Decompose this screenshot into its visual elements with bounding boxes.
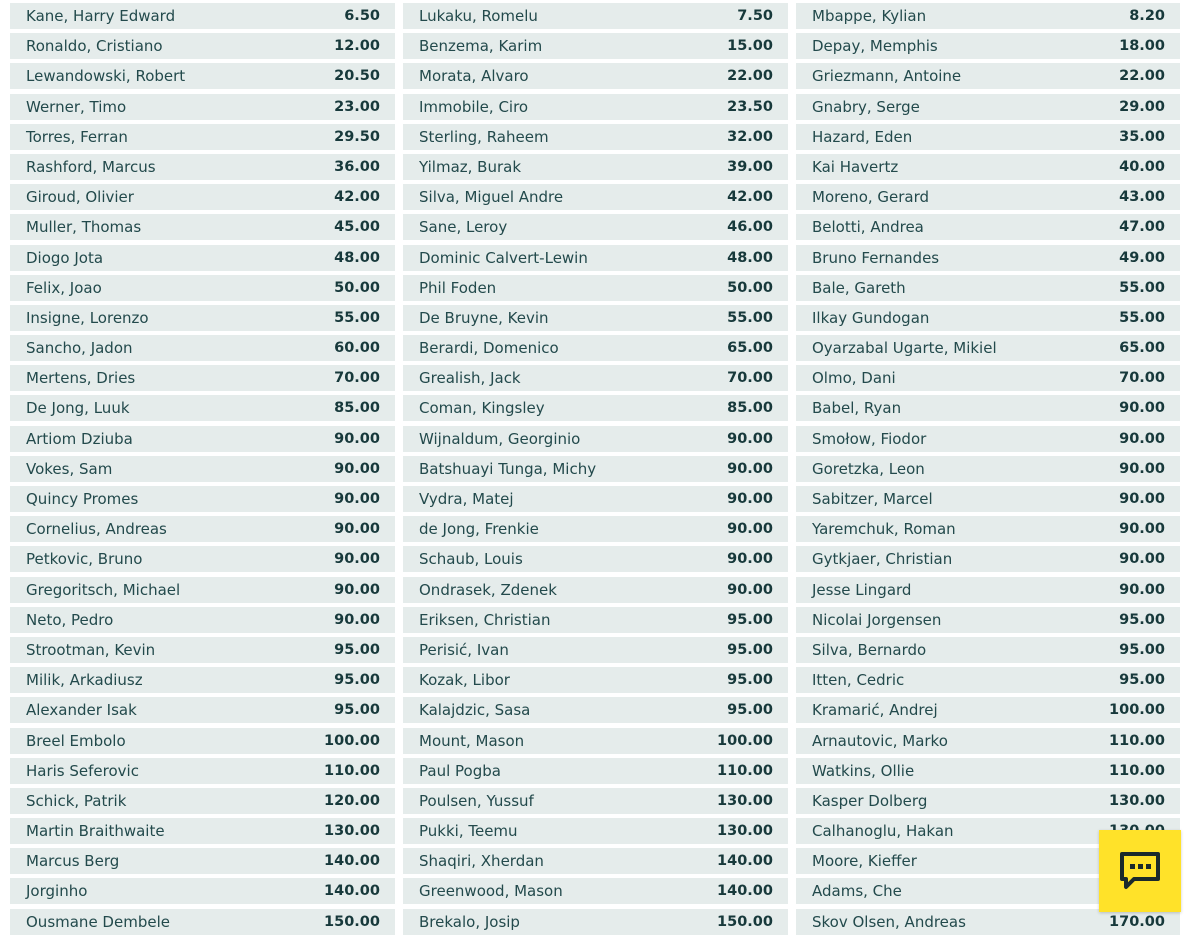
odds-value: 70.00 [727,370,773,387]
odds-value: 39.00 [727,158,773,175]
odds-value: 45.00 [334,219,380,236]
odds-value: 90.00 [1119,460,1165,477]
odds-value: 95.00 [1119,611,1165,628]
odds-value: 47.00 [1119,219,1165,236]
odds-value: 110.00 [324,762,380,779]
player-name: Martin Braithwaite [26,822,165,841]
odds-row[interactable] [796,154,1180,180]
player-name: Rashford, Marcus [26,157,156,176]
odds-row[interactable] [403,758,788,784]
player-name: Petkovic, Bruno [26,550,143,569]
odds-value: 55.00 [727,309,773,326]
odds-row[interactable] [796,788,1180,814]
player-name: Paul Pogba [419,761,501,780]
odds-row[interactable] [403,516,788,542]
player-name: Torres, Ferran [26,127,128,146]
odds-value: 22.00 [727,68,773,85]
player-name: Silva, Bernardo [812,640,927,659]
player-name: Felix, Joao [26,278,102,297]
odds-column-1 [10,0,395,939]
player-name: Immobile, Ciro [419,97,529,116]
odds-value: 36.00 [334,158,380,175]
odds-row[interactable] [796,335,1180,361]
odds-row[interactable] [403,546,788,572]
player-name: Sancho, Jadon [26,339,133,358]
player-name: Silva, Miguel Andre [419,188,564,207]
odds-value: 90.00 [334,581,380,598]
player-name: Wijnaldum, Georginio [419,429,581,448]
odds-value: 130.00 [1109,792,1165,809]
odds-row[interactable] [10,154,395,180]
odds-value: 130.00 [324,823,380,840]
player-name: Phil Foden [419,278,497,297]
odds-row[interactable] [796,395,1180,421]
player-name: Schick, Patrik [26,791,127,810]
player-name: Kozak, Libor [419,671,510,690]
odds-row[interactable] [10,305,395,331]
odds-row[interactable] [403,426,788,452]
player-name: Vokes, Sam [26,459,113,478]
player-name: Kai Havertz [812,157,899,176]
player-name: Pukki, Teemu [419,822,518,841]
odds-value: 50.00 [727,279,773,296]
odds-row[interactable] [10,33,395,59]
player-name: Griezmann, Antoine [812,67,962,86]
odds-value: 35.00 [1119,128,1165,145]
player-name: Mount, Mason [419,731,525,750]
player-name: Calhanoglu, Hakan [812,822,954,841]
odds-value: 29.50 [334,128,380,145]
player-name: Poulsen, Yussuf [419,791,534,810]
player-name: Muller, Thomas [26,218,142,237]
player-name: Ondrasek, Zdenek [419,580,557,599]
player-name: Coman, Kingsley [419,399,545,418]
player-name: Olmo, Dani [812,369,896,388]
odds-row[interactable] [10,63,395,89]
player-name: Eriksen, Christian [419,610,551,629]
odds-row[interactable] [10,3,395,29]
odds-row[interactable] [403,184,788,210]
odds-row[interactable] [796,214,1180,240]
odds-row[interactable] [10,486,395,512]
odds-value: 90.00 [727,551,773,568]
player-name: Gytkjaer, Christian [812,550,953,569]
player-name: Ilkay Gundogan [812,308,930,327]
odds-row[interactable] [10,214,395,240]
player-name: De Bruyne, Kevin [419,308,549,327]
odds-value: 100.00 [324,732,380,749]
player-name: Skov Olsen, Andreas [812,912,966,931]
odds-row[interactable] [403,848,788,874]
odds-row[interactable] [10,818,395,844]
odds-value: 15.00 [727,38,773,55]
odds-row[interactable] [403,63,788,89]
player-name: Smołow, Fiodor [812,429,927,448]
odds-row[interactable] [10,728,395,754]
odds-row[interactable] [796,305,1180,331]
odds-value: 12.00 [334,38,380,55]
odds-value: 170.00 [1109,913,1165,930]
odds-row[interactable] [10,335,395,361]
odds-column-3 [796,0,1180,939]
odds-value: 90.00 [334,551,380,568]
player-name: Yaremchuk, Roman [812,520,956,539]
odds-value: 95.00 [334,672,380,689]
odds-row[interactable] [796,667,1180,693]
odds-row[interactable] [403,728,788,754]
player-name: Perisić, Ivan [419,640,509,659]
odds-value: 150.00 [324,913,380,930]
odds-row[interactable] [796,637,1180,663]
player-name: Belotti, Andrea [812,218,924,237]
odds-row[interactable] [403,607,788,633]
odds-value: 150.00 [717,913,773,930]
odds-value: 90.00 [1119,400,1165,417]
player-name: Goretzka, Leon [812,459,925,478]
odds-value: 6.50 [344,8,380,24]
odds-row[interactable] [403,214,788,240]
odds-row[interactable] [10,848,395,874]
player-name: Adams, Che [812,882,902,901]
odds-row[interactable] [403,818,788,844]
odds-value: 43.00 [1119,189,1165,206]
odds-value: 95.00 [334,641,380,658]
odds-row[interactable] [10,426,395,452]
odds-value: 85.00 [727,400,773,417]
odds-row[interactable] [10,909,395,935]
odds-row[interactable] [10,758,395,784]
odds-row[interactable] [796,697,1180,723]
odds-value: 23.50 [727,98,773,115]
player-name: Berardi, Domenico [419,339,559,358]
player-name: Sabitzer, Marcel [812,490,933,508]
odds-row[interactable] [403,335,788,361]
odds-row[interactable] [10,577,395,603]
odds-row[interactable] [796,33,1180,59]
odds-row[interactable] [796,245,1180,271]
odds-row[interactable] [403,486,788,512]
odds-row[interactable] [10,94,395,120]
odds-value: 95.00 [727,641,773,658]
odds-row[interactable] [10,546,395,572]
odds-row[interactable] [10,184,395,210]
odds-row[interactable] [403,395,788,421]
odds-value: 90.00 [334,491,380,507]
odds-value: 22.00 [1119,68,1165,85]
odds-row[interactable] [796,607,1180,633]
odds-row[interactable] [796,94,1180,120]
player-name: Dominic Calvert-Lewin [419,248,588,267]
odds-row[interactable] [403,365,788,391]
odds-row[interactable] [403,667,788,693]
chat-button[interactable] [1099,830,1181,912]
odds-row[interactable] [403,456,788,482]
odds-value: 48.00 [727,249,773,266]
odds-value: 90.00 [1119,581,1165,598]
odds-row[interactable] [796,184,1180,210]
odds-row[interactable] [403,245,788,271]
player-name: Gregoritsch, Michael [26,580,181,599]
odds-row[interactable] [796,758,1180,784]
odds-row[interactable] [10,667,395,693]
odds-value: 60.00 [334,340,380,357]
odds-row[interactable] [796,909,1180,935]
odds-value: 70.00 [1119,370,1165,387]
odds-row[interactable] [10,516,395,542]
odds-row[interactable] [10,637,395,663]
odds-value: 95.00 [334,702,380,719]
odds-row[interactable] [796,3,1180,29]
player-name: Vydra, Matej [419,490,514,508]
player-name: Bruno Fernandes [812,248,940,267]
odds-value: 95.00 [727,672,773,689]
odds-row[interactable] [10,607,395,633]
odds-value: 90.00 [727,581,773,598]
odds-value: 90.00 [334,460,380,477]
odds-value: 110.00 [717,762,773,779]
player-name: Arnautovic, Marko [812,731,948,750]
player-name: Jesse Lingard [812,580,912,599]
odds-value: 7.50 [737,8,773,24]
player-name: Brekalo, Josip [419,912,520,931]
odds-value: 90.00 [334,430,380,447]
odds-value: 55.00 [1119,309,1165,326]
odds-value: 140.00 [324,853,380,870]
odds-value: 18.00 [1119,38,1165,55]
player-name: Hazard, Eden [812,127,913,146]
player-name: Benzema, Karim [419,37,543,56]
player-name: Oyarzabal Ugarte, Mikiel [812,339,997,358]
player-name: Kane, Harry Edward [26,7,176,25]
odds-value: 90.00 [727,491,773,507]
player-name: Kasper Dolberg [812,791,928,810]
odds-row[interactable] [403,154,788,180]
odds-row[interactable] [796,486,1180,512]
player-name: Schaub, Louis [419,550,523,569]
odds-value: 90.00 [334,611,380,628]
odds-row[interactable] [403,878,788,904]
odds-value: 95.00 [727,611,773,628]
odds-value: 120.00 [324,792,380,809]
odds-row[interactable] [796,456,1180,482]
odds-row[interactable] [796,516,1180,542]
player-name: Mertens, Dries [26,369,136,388]
player-name: Shaqiri, Xherdan [419,852,544,871]
odds-row[interactable] [796,728,1180,754]
player-name: Diogo Jota [26,248,104,267]
odds-value: 140.00 [717,853,773,870]
player-name: Artiom Dziuba [26,429,133,448]
odds-value: 110.00 [1109,762,1165,779]
odds-value: 65.00 [727,340,773,357]
odds-row[interactable] [10,365,395,391]
odds-value: 55.00 [1119,279,1165,296]
player-name: Insigne, Lorenzo [26,308,149,327]
odds-value: 140.00 [717,883,773,900]
player-name: Breel Embolo [26,731,126,750]
player-name: Nicolai Jorgensen [812,610,942,629]
odds-row[interactable] [10,245,395,271]
odds-row[interactable] [796,365,1180,391]
player-name: Strootman, Kevin [26,640,156,659]
odds-value: 90.00 [727,521,773,538]
player-name: Moreno, Gerard [812,188,930,207]
player-name: Haris Seferovic [26,761,139,780]
odds-row[interactable] [10,275,395,301]
odds-row[interactable] [403,94,788,120]
odds-row[interactable] [403,788,788,814]
player-name: Moore, Kieffer [812,852,917,871]
odds-value: 40.00 [1119,158,1165,175]
odds-value: 90.00 [727,460,773,477]
odds-row[interactable] [403,275,788,301]
odds-row[interactable] [796,275,1180,301]
odds-value: 90.00 [1119,491,1165,507]
odds-row[interactable] [10,878,395,904]
odds-value: 48.00 [334,249,380,266]
odds-row[interactable] [796,426,1180,452]
player-name: Morata, Alvaro [419,67,529,86]
odds-value: 8.20 [1129,8,1165,24]
player-name: Sane, Leroy [419,218,508,237]
player-name: Kramarić, Andrej [812,701,938,720]
odds-value: 95.00 [1119,641,1165,658]
odds-column-2 [403,0,788,939]
odds-value: 90.00 [334,521,380,538]
odds-row[interactable] [403,33,788,59]
odds-row[interactable] [796,124,1180,150]
player-name: Kalajdzic, Sasa [419,701,531,720]
player-name: Alexander Isak [26,701,137,720]
player-name: Ronaldo, Cristiano [26,37,163,56]
odds-value: 100.00 [717,732,773,749]
odds-value: 42.00 [334,189,380,206]
player-name: Milik, Arkadiusz [26,671,143,690]
odds-row[interactable] [403,124,788,150]
player-name: Ousmane Dembele [26,912,170,931]
player-name: Lewandowski, Robert [26,67,186,86]
player-name: de Jong, Frenkie [419,520,539,539]
player-name: Batshuayi Tunga, Michy [419,459,597,478]
player-name: Jorginho [26,882,88,901]
odds-value: 95.00 [727,702,773,719]
odds-value: 90.00 [1119,551,1165,568]
player-name: Cornelius, Andreas [26,520,167,539]
odds-value: 32.00 [727,128,773,145]
player-name: Grealish, Jack [419,369,521,388]
chat-bubble-icon [1119,850,1161,892]
odds-row[interactable] [403,577,788,603]
odds-value: 20.50 [334,68,380,85]
player-name: De Jong, Luuk [26,399,130,418]
odds-row[interactable] [10,395,395,421]
odds-row[interactable] [796,63,1180,89]
odds-value: 90.00 [727,430,773,447]
odds-value: 140.00 [324,883,380,900]
odds-row[interactable] [403,637,788,663]
player-name: Sterling, Raheem [419,127,549,146]
player-name: Neto, Pedro [26,610,114,629]
odds-value: 110.00 [1109,732,1165,749]
player-name: Yilmaz, Burak [419,157,522,176]
player-name: Greenwood, Mason [419,882,563,901]
odds-value: 42.00 [727,189,773,206]
odds-value: 50.00 [334,279,380,296]
odds-value: 46.00 [727,219,773,236]
odds-value: 70.00 [334,370,380,387]
player-name: Depay, Memphis [812,37,938,56]
player-name: Mbappe, Kylian [812,7,927,25]
player-name: Watkins, Ollie [812,761,915,780]
odds-row[interactable] [10,788,395,814]
player-name: Gnabry, Serge [812,97,920,116]
odds-value: 100.00 [1109,702,1165,719]
odds-row[interactable] [403,3,788,29]
odds-row[interactable] [403,305,788,331]
player-name: Werner, Timo [26,97,127,116]
odds-row[interactable] [403,909,788,935]
player-name: Marcus Berg [26,852,120,871]
odds-value: 95.00 [1119,672,1165,689]
odds-value: 55.00 [334,309,380,326]
odds-value: 29.00 [1119,98,1165,115]
odds-value: 49.00 [1119,249,1165,266]
odds-value: 90.00 [1119,430,1165,447]
odds-row[interactable] [10,456,395,482]
odds-row[interactable] [796,546,1180,572]
odds-value: 85.00 [334,400,380,417]
player-name: Babel, Ryan [812,399,902,418]
odds-value: 130.00 [717,792,773,809]
odds-row[interactable] [10,697,395,723]
player-name: Lukaku, Romelu [419,7,538,25]
odds-row[interactable] [403,697,788,723]
odds-value: 90.00 [1119,521,1165,538]
odds-value: 23.00 [334,98,380,115]
player-name: Bale, Gareth [812,278,906,297]
odds-value: 65.00 [1119,340,1165,357]
player-name: Quincy Promes [26,490,139,508]
odds-row[interactable] [10,124,395,150]
player-name: Giroud, Olivier [26,188,134,207]
player-name: Itten, Cedric [812,671,905,690]
odds-row[interactable] [796,577,1180,603]
odds-value: 130.00 [717,823,773,840]
